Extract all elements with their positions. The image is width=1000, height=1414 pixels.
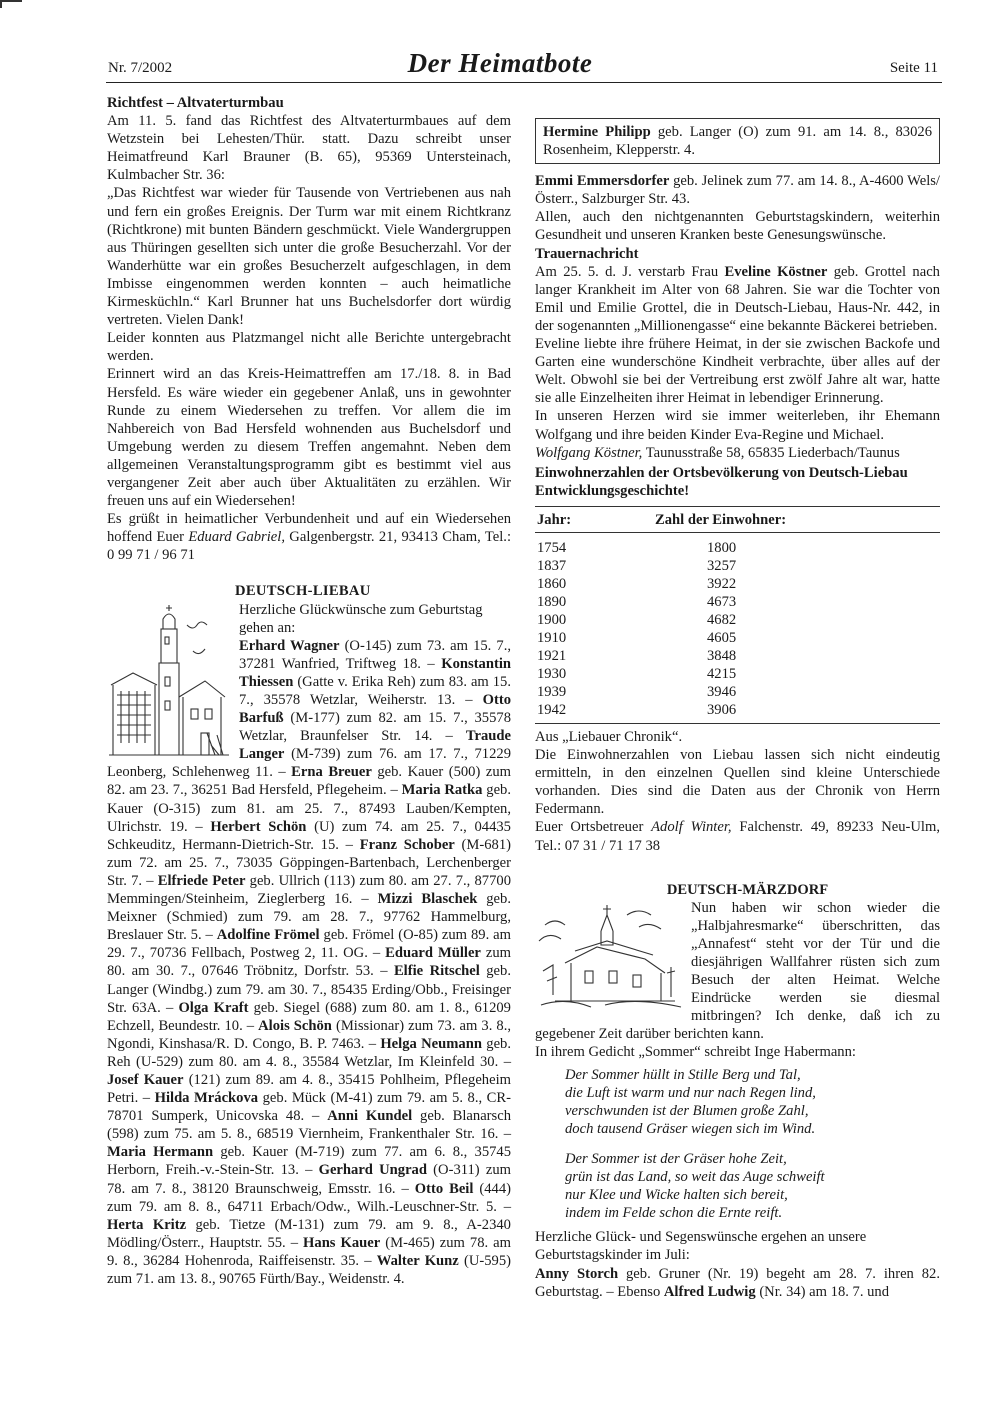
year-cell: 1754 <box>537 539 567 556</box>
birthday-details: (121) zum 89. am 4. 8., 35415 Pohlheim, Pflegeheim Petri. – <box>107 1071 511 1107</box>
population-cell: 3922 <box>707 575 737 592</box>
left-column <box>107 94 511 1288</box>
birthday-details: geb. Frömel (O-85) zum 89. am 29. 7., 70736 Fellbach, Postweg 2, 11. OG. – <box>107 927 511 962</box>
birthday-name: Franz Schober <box>359 836 455 853</box>
table-row <box>535 539 940 557</box>
table-row <box>535 701 940 719</box>
birthday-name: Erhard Wagner <box>239 637 340 654</box>
birthday-name: Gerhard Ungrad <box>318 1162 427 1179</box>
birthday-details: geb. Kauer (M-719) zum 77. am 6. 8., 35745 Herborn, Freih.-v.-Stein-Str. 13. – <box>107 1144 512 1179</box>
poem-line: Der Sommer hüllt in Stille Berg und Tal, <box>565 1066 801 1083</box>
population-cell: 3257 <box>707 557 737 574</box>
birthday-name: Alois Schön <box>258 1017 332 1034</box>
poem-line: verschwunden ist der Blumen große Zahl, <box>565 1102 809 1119</box>
betreuer-line <box>535 818 940 854</box>
birthday-details: geb. Kauer (500) zum 82. am 23. 7., 36251 Bad Hersfeld, Pflegeheim. – <box>107 764 511 799</box>
birthday-details: geb. Mück (M-41) zum 79. am 5. 8., CR-78701 Sumperk, Unicovska 48. – <box>107 1090 511 1125</box>
birthday-name: Erna Breuer <box>291 764 372 781</box>
table-row <box>535 647 940 665</box>
population-note: Die Einwohnerzahlen von Liebau lassen sich nicht eindeutig ermitteln, in den einzelnen Quellen sind kleine Unterschiede vorhanden. Dies sind die Daten aus der Chronik von Herrn Federmann. <box>535 747 940 818</box>
betreuer-text-b: Falchenstr. 49, 89233 Neu-Ulm, Tel.: 07 31 / 71 17 38 <box>535 819 940 854</box>
birthday-name: Anni Kundel <box>327 1108 413 1125</box>
birthday-name: Walter Kunz <box>376 1252 459 1269</box>
birthday-name: Konstantin Thiessen <box>239 655 511 690</box>
year-cell: 1910 <box>537 629 567 646</box>
trauer-signature <box>535 444 940 462</box>
trauer-name: Eveline Köstner <box>724 263 828 280</box>
population-cell: 3848 <box>707 647 737 664</box>
year-cell: 1837 <box>537 557 567 574</box>
greeting-address: Galgenbergstr. 21, 93413 Cham, Tel.: 0 99 71 / 96 71 <box>107 529 511 564</box>
birthday-details: (M-177) zum 82. am 15. 7., 35578 Wetzlar, Braunfelser Str. 14. – <box>239 710 511 745</box>
hermine-name: Hermine Philipp <box>543 124 651 140</box>
birthday-name: Elfie Ritschel <box>393 963 480 980</box>
maerzdorf-title: DEUTSCH-MÄRZDORF <box>666 881 829 898</box>
page-number: Seite 11 <box>889 60 938 76</box>
year-cell: 1942 <box>537 701 567 718</box>
birthday-details: (M-739) zum 76. am 17. 7., 71229 Leonberg, Schlehenweg 11. – <box>107 746 511 781</box>
poem-line: nur Klee und Wicke halten sich bereit, <box>565 1187 788 1204</box>
col-population-header: Zahl der Einwohner: <box>655 511 787 528</box>
birthday-details: (Gatte v. Erika Reh) zum 83. am 15. 7., 35578 Wetzlar, Weiherstr. 13. – <box>239 673 511 708</box>
poem-stanza-2 <box>565 1150 940 1222</box>
year-cell: 1860 <box>537 575 567 592</box>
birthday-details: (O-145) zum 73. am 15. 7., 37281 Wanfried, Triftweg 18. – <box>239 637 512 672</box>
population-cell: 4605 <box>707 629 737 646</box>
table-row <box>535 611 940 629</box>
scan-corner-mark <box>0 0 22 8</box>
poem-line: Der Sommer ist der Gräser hohe Zeit, <box>565 1150 787 1167</box>
liebau-intro: Herzliche Glückwünsche zum Geburtstag gehen an: <box>239 601 483 636</box>
emmi-name: Emmi Emmersdorfer <box>535 173 670 190</box>
table-row <box>535 575 940 593</box>
table-row <box>535 665 940 683</box>
anny-text-b: (Nr. 34) am 18. 7. und <box>755 1283 890 1300</box>
poem-intro: In ihrem Gedicht „Sommer“ schreibt Inge Habermann: <box>535 1044 856 1061</box>
birthday-name: Elfriede Peter <box>157 872 246 889</box>
emmi-entry <box>535 172 940 208</box>
birthday-name: Hilda Mráckova <box>154 1090 259 1107</box>
greeting-text: Es grüßt in heimatlicher Verbundenheit und auf ein Wiedersehen hoffend Euer <box>107 511 511 546</box>
hermine-box <box>535 118 940 164</box>
poem-line: grün ist das Land, so weit das Auge schweift <box>565 1169 825 1186</box>
trauer-text-b: geb. Grottel nach langer Krankheit im Alter von 68 Jahren. Sie war die Tochter von Emil und Emilie Grottel, die in Deutsch-Liebau, Haus-Nr. 442, in der sogenannten „Millionengasse“ eine bekannte Bäckerei betrieben. <box>535 263 940 334</box>
liebau-title: DEUTSCH-LIEBAU <box>235 583 371 600</box>
poem-stanza-1 <box>565 1066 940 1138</box>
birthday-details: geb. Tietze (M-131) zum 79. am 9. 8., A-2340 Mödling/Österr., Hauptstr. 55. – <box>107 1216 511 1251</box>
year-cell: 1890 <box>537 593 567 610</box>
trauer-p1 <box>535 263 940 335</box>
population-cell: 3906 <box>707 701 737 718</box>
liebau-heading-wrap <box>107 582 511 600</box>
trauer-p2: Eveline liebte ihre frühere Heimat, in der sie zwischen Backofe und Garten eine wunderschöne Kindheit verbrachte, über alles auf der Welt. Obwohl sie bei der Vertreibung erst zwölf Jahre alt war, hatte sie alle Einzelheiten ihrer Heimat in lebendiger Erinnerung. <box>535 336 940 407</box>
masthead-logo: Der Heimatbote <box>407 48 593 78</box>
richtfest-quote: „Das Richtfest war wieder für Tausende von Vertriebenen aus nah und fern ein großes Ereignis. Der Turm war mit einem Richtkranz (Richtkrone) mit bunten Bändern geschmückt. Viele Wandergruppen aus Thüringen gesellten sich unter die große Besucherzahl. Vor der Wanderhütte war ein großes Besucherzelt aufgeschlagen, in dem Imbisse eingenommen werden konnten – auch heimatliche Kirmesküchln.“ Karl Brunner hat uns Buchelsdorfer dort würdig vertreten. Vielen Dank! <box>107 185 511 329</box>
trauer-title: Trauernachricht <box>535 245 639 262</box>
trauer-p3: In unseren Herzen wird sie immer weiterleben, ihr Ehemann Wolfgang und ihre beiden Kinder Eva-Regine und Michael. <box>535 408 940 443</box>
table-source: Aus „Liebauer Chronik“. <box>535 728 683 745</box>
poem-line: die Luft ist warm und nur nach Regen lind, <box>565 1084 816 1101</box>
population-cell: 4673 <box>707 593 737 610</box>
anny-entry <box>535 1265 940 1301</box>
trauer-sig-name: Wolfgang Köstner, <box>535 444 643 461</box>
poem-line: indem im Felde schon die Ernte reift. <box>565 1205 783 1222</box>
birthday-details: geb. Kauer (O-315) zum 81. am 25. 7., 87493 Lauben/Kempten, Ulrichstr. 19. – <box>107 782 511 835</box>
year-cell: 1939 <box>537 683 567 700</box>
col-year-header: Jahr: <box>537 511 572 528</box>
population-cell: 4215 <box>707 665 737 682</box>
birthday-details: (U-595) zum 71. am 13. 8., 90765 Fürth/Bay., Weidenstr. 4. <box>107 1252 511 1287</box>
birthday-name: Maria Hermann <box>107 1144 214 1161</box>
birthday-details: (M-681) zum 72. am 25. 7., 73035 Göppingen-Bartenbach, Lerchenberger Str. 7. – <box>107 836 511 889</box>
birthday-name: Hans Kauer <box>303 1234 381 1251</box>
birthday-details: (Missionar) zum 73. am 3. 8., Ngondi, Kinshasa/R. D. Congo, B. P. 7463. – <box>107 1017 511 1052</box>
table-row <box>535 593 940 611</box>
population-cell: 3946 <box>707 683 737 700</box>
emmi-text: geb. Jelinek zum 77. am 14. 8., A-4600 Wels/Österr., Salzburger Str. 43. <box>535 173 940 208</box>
year-cell: 1900 <box>537 611 567 628</box>
birthday-name: Traude Langer <box>239 728 511 763</box>
chapel-illustration <box>535 901 685 1013</box>
population-cell: 1800 <box>707 539 737 556</box>
table-row <box>535 557 940 575</box>
anny-name: Anny Storch <box>535 1265 619 1282</box>
birthday-details: zum 80. am 30. 7., 07646 Tröbnitz, Dorfstr. 53. – <box>107 945 512 980</box>
alfred-name: Alfred Ludwig <box>663 1283 756 1300</box>
birthday-name: Helga Neumann <box>380 1035 482 1052</box>
year-cell: 1921 <box>537 647 567 664</box>
header-rule <box>106 82 942 83</box>
birthday-name: Otto Barfuß <box>239 692 511 727</box>
birthday-details: (M-465) zum 78. am 9. 8., 36284 Hohenroda, Raiffeisenstr. 35. – <box>107 1234 512 1269</box>
birthday-name: Olga Kraft <box>178 999 249 1016</box>
richtfest-intro: Am 11. 5. fand das Richtfest des Altvaterturmbaues auf dem Wetzstein bei Lehesten/Thür. statt. Dazu schreibt unser Heimatfreund Karl Brauner (B. 65), 95369 Untersteinach, Kulmbacher Str. 36: <box>107 113 511 184</box>
anny-text-a: geb. Gruner (Nr. 19) begeht am 28. 7. ihren 82. Geburtstag. – Ebenso <box>535 1265 940 1300</box>
allen-wishes: Allen, auch den nichtgenannten Geburtstagskindern, weiterhin Gesundheit und unseren Kranken beste Genesungswünsche. <box>535 209 940 244</box>
birthday-details: geb. Langer (Windbg.) zum 79. am 30. 7., 85435 Erding/Obb., Freisinger Str. 63A. – <box>107 963 511 1016</box>
july-wishes: Herzliche Glück- und Segenswünsche ergehen an unsere Geburtstagskinder im Juli: <box>535 1229 867 1264</box>
birthday-details: geb. Reh (U-529) zum 80. am 4. 8., 35584 Wetzlar, Im Kleinfeld 30. – <box>107 1035 511 1070</box>
hermine-text: geb. Langer (O) zum 91. am 14. 8., 83026 Rosenheim, Klepperstr. 4. <box>543 124 932 159</box>
richtfest-title: Richtfest – Altvaterturmbau <box>107 95 284 111</box>
birthday-name: Adolfine Frömel <box>216 927 320 944</box>
birthday-name: Eduard Müller <box>385 945 481 962</box>
birthday-details: (O-311) zum 78. am 7. 8., 38120 Braunschweig, Emsstr. 16. – <box>107 1162 511 1197</box>
betreuer-text-a: Euer Ortsbetreuer <box>535 819 652 836</box>
betreuer-name: Adolf Winter, <box>651 819 732 836</box>
richtfest-note: Leider konnten aus Platzmangel nicht alle Berichte untergebracht werden. <box>107 330 511 365</box>
church-illustration <box>107 605 231 757</box>
greeting-author: Eduard Gabriel, <box>188 529 285 546</box>
birthday-details: geb. Siegel (688) zum 80. am 1. 8., 61209 Echzell, Beundestr. 10. – <box>107 999 511 1034</box>
birthday-name: Josef Kauer <box>107 1071 184 1088</box>
birthday-details: geb. Meixner (Schmied) zum 79. am 28. 7., 97762 Hammelburg, Breslauer Str. 5. – <box>107 891 511 944</box>
maerzdorf-text: Nun haben wir schon wieder die „Halbjahresmarke“ überschritten, das „Annafest“ steht vor der Tür und die diesjährigen Wallfahrer rüsten sich zum Besuch der alten Heimat. Welche Eindrücke werden sie diesmal mitbringen? Ich denke, daß ich zu gegebener Zeit darüber berichten kann. <box>535 899 940 1043</box>
population-title: Einwohnerzahlen der Ortsbevölkerung von Deutsch-Liebau Entwicklungsgeschichte! <box>535 464 908 499</box>
birthday-name: Maria Ratka <box>401 782 483 799</box>
birthday-name: Otto Beil <box>414 1180 474 1197</box>
table-header <box>535 507 940 533</box>
birthday-name: Herta Kritz <box>107 1216 187 1233</box>
birthday-details: (U) zum 74. am 25. 7., 04435 Schkeuditz, Hermann-Dietrich-Str. 15. – <box>107 818 511 853</box>
hermine-entry <box>543 123 932 159</box>
table-row <box>535 629 940 647</box>
table-row <box>535 683 940 701</box>
birthday-name: Mizzi Blaschek <box>377 891 478 908</box>
right-column <box>535 94 940 1301</box>
poem-line: doch tausend Gräser wiegen sich im Wind. <box>565 1120 816 1137</box>
year-cell: 1930 <box>537 665 567 682</box>
birthday-name: Herbert Schön <box>210 818 307 835</box>
birthday-details: geb. Blanarsch (598) zum 75. am 5. 8., 68519 Viernheim, Frankenthaler Str. 16. – <box>107 1108 511 1143</box>
poem <box>565 1066 940 1223</box>
table-body <box>535 533 940 723</box>
issue-number: Nr. 7/2002 <box>108 60 173 76</box>
population-table <box>535 506 940 724</box>
richtfest-reminder: Erinnert wird an das Kreis-Heimattreffen am 17./18. 8. in Bad Hersfeld. Es wäre wieder ein gegebener Anlaß, uns in gewohnter Runde zu einem Wiedersehen zu treffen. Vor allem die im Nahbereich von Bad Hersfeld wohnenden aus Buchelsdorf und Umgebung werden zu diesem Treffen angemahnt. Neben dem allgemeinen Veranstaltungsprogramm gibt es bestimmt viel aus vergangener Zeit aber auch über Aktualitäten zu erzählen. Wir freuen uns auf ein Wiedersehen! <box>107 366 511 510</box>
birthday-details: (444) zum 79. am 8. 8., 64711 Erbach/Odw., Wilh.-Leuschner-Str. 5. – <box>107 1180 511 1215</box>
population-cell: 4682 <box>707 611 737 628</box>
trauer-sig-address: Taunusstraße 58, 65835 Liederbach/Taunus <box>642 444 900 461</box>
birthday-details: geb. Ullrich (113) zum 80. am 27. 7., 87700 Memmingen/Steinheim, Zieglerberg 16. – <box>107 872 511 908</box>
trauer-text-a: Am 25. 5. d. J. verstarb Frau <box>535 263 725 280</box>
richtfest-greeting <box>107 510 511 564</box>
